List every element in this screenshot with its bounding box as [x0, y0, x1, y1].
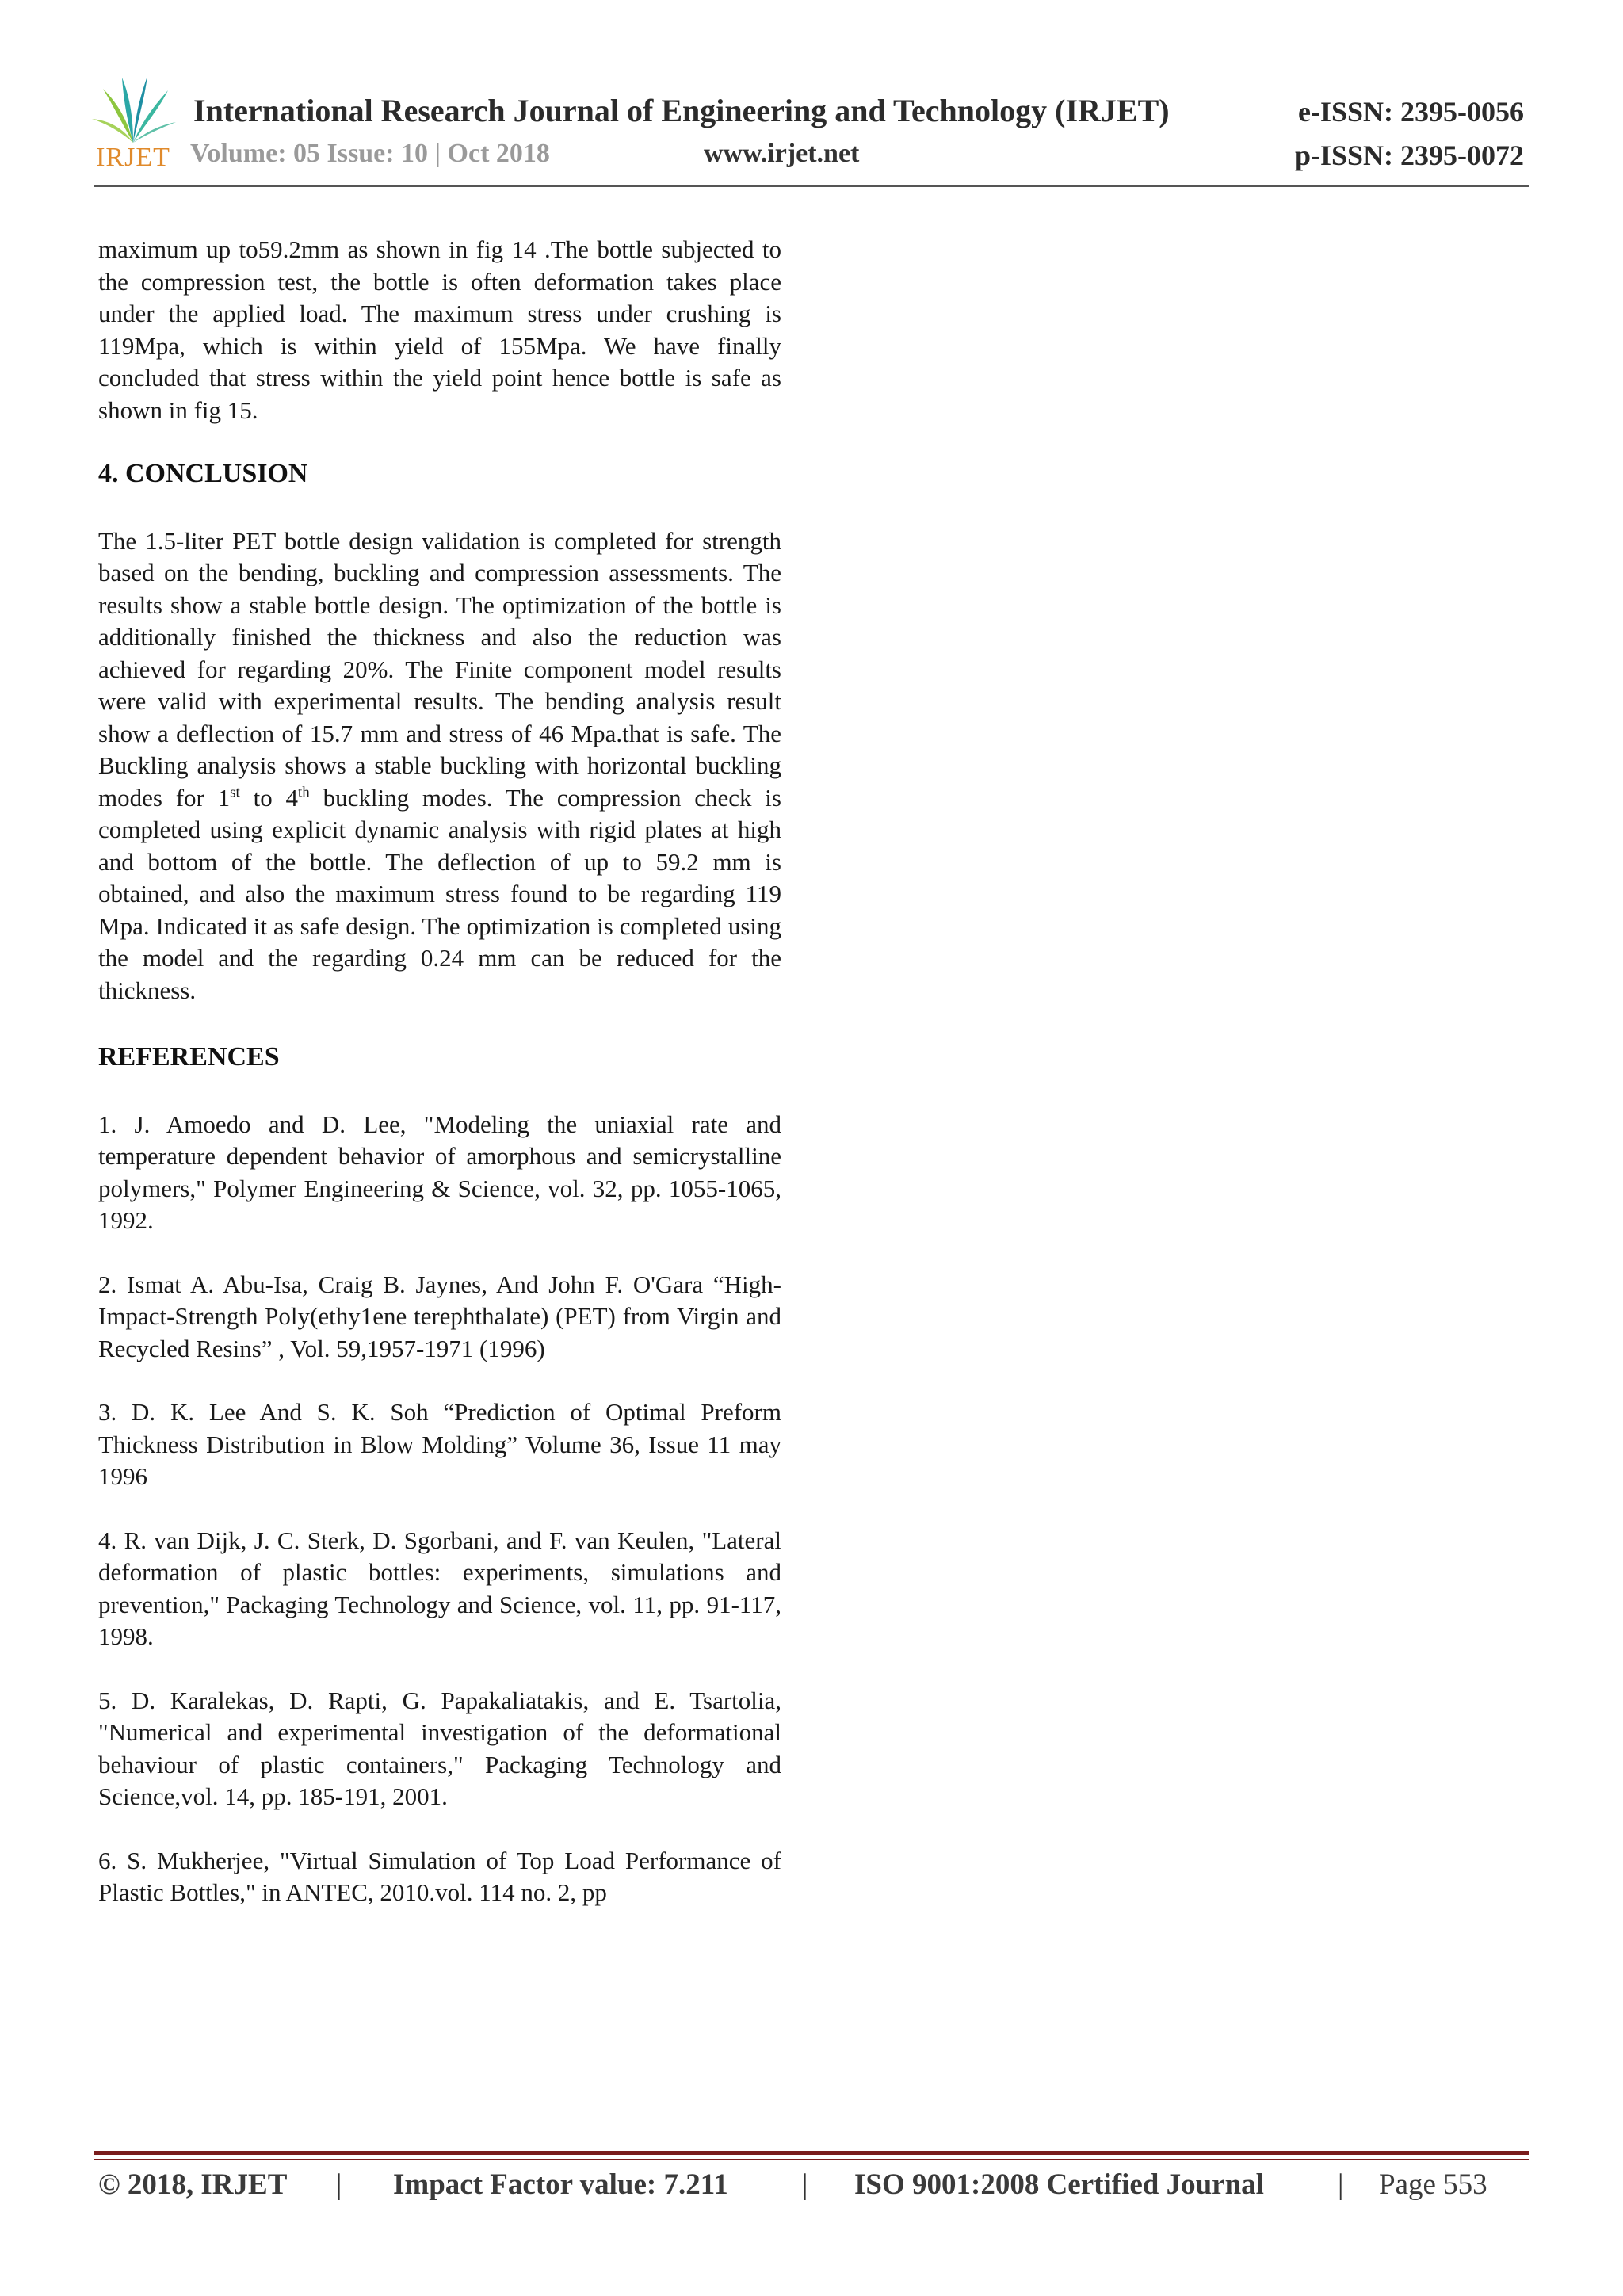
intro-paragraph: maximum up to59.2mm as shown in fig 14 .The bottle subjected to the compression test, the bottle is often deformation takes place under the applied load. The maximum stress under crushing is 119Mpa, which is within yield of 155Mpa. We have finally concluded that stress within the yield point hence bottle is safe as shown in fig 15. [98, 235, 781, 424]
reference-item: 3. D. K. Lee And S. K. Soh “Prediction of Optimal Preform Thickness Distribution in Blow Molding” Volume 36, Issue 11 may 1996 [98, 1398, 781, 1490]
reference-item: 5. D. Karalekas, D. Rapti, G. Papakaliatakis, and E. Tsartolia, "Numerical and experimental investigation of the deformational behaviour of plastic containers," Packaging Technology and Science,vol. 14, pp. 185-191, 2001. [98, 1686, 781, 1810]
left-column [98, 234, 781, 1941]
conclusion-paragraph [98, 525, 781, 1007]
reference-item: 1. J. Amoedo and D. Lee, "Modeling the uniaxial rate and temperature dependent behavior of amorphous and semicrystalline polymers," Polymer Engineering & Science, vol. 32, pp. 1055-1065, 1992. [98, 1110, 781, 1234]
leaf-icon [89, 73, 178, 144]
superscript-th: th [298, 784, 310, 801]
footer-impact-factor: Impact Factor value: 7.211 [393, 2168, 728, 2201]
footer-copyright: © 2018, IRJET [98, 2168, 288, 2201]
e-issn: e-ISSN: 2395-0056 [1298, 96, 1524, 128]
footer-separator: | [1338, 2168, 1344, 2201]
header-divider [94, 185, 1529, 187]
footer-separator: | [336, 2168, 342, 2201]
reference-item: 2. Ismat A. Abu-Isa, Craig B. Jaynes, And John F. O'Gara “High-Impact-Strength Poly(ethy1ene terephthalate) (PET) from Virgin and Recycled Resins” , Vol. 59,1957-1971 (1996) [98, 1270, 781, 1362]
logo-text: IRJET [96, 143, 170, 172]
issue-info: Volume: 05 Issue: 10 | Oct 2018 [190, 139, 550, 168]
footer-page-number: Page 553 [1379, 2168, 1487, 2201]
p-issn: p-ISSN: 2395-0072 [1294, 139, 1524, 171]
irjet-logo [89, 73, 178, 173]
superscript-st: st [230, 784, 240, 801]
reference-item: 6. S. Mukherjee, "Virtual Simulation of Top Load Performance of Plastic Bottles," in ANTEC, 2010.vol. 114 no. 2, pp [98, 1846, 781, 1906]
references-heading: REFERENCES [98, 1042, 280, 1072]
footer-divider-thin [94, 2159, 1529, 2160]
conclusion-heading: 4. CONCLUSION [98, 459, 308, 488]
footer-divider-thick [94, 2151, 1529, 2155]
footer-separator: | [802, 2168, 808, 2201]
journal-title: International Research Journal of Engineering and Technology (IRJET) [193, 93, 1170, 128]
reference-list [98, 1109, 781, 1909]
page-header [0, 0, 1623, 194]
footer-iso: ISO 9001:2008 Certified Journal [854, 2168, 1264, 2201]
conclusion-text-2: to 4 [239, 783, 299, 812]
journal-website: www.irjet.net [704, 139, 860, 168]
conclusion-text-1: The 1.5-liter PET bottle design validation is completed for strength based on the bending, buckling and compression assessments. The results show a stable bottle design. The optimization of the bottle is additionally finished the thickness and also the reduction was achieved for regarding 20%. The Finite component model results were valid with experimental results. The bending analysis result show a deflection of 15.7 mm and stress of 46 Mpa.that is safe. The Buckling analysis shows a stable buckling with horizontal buckling modes for 1 [98, 526, 781, 812]
conclusion-text-3: buckling modes. The compression check is completed using explicit dynamic analysis with rigid plates at high and bottom of the bottle. The deflection of up to 59.2 mm is obtained, and also the maximum stress found to be regarding 119 Mpa. Indicated it as safe design. The optimization is completed using the model and the regarding 0.24 mm can be reduced for the thickness. [98, 783, 781, 1004]
reference-item: 4. R. van Dijk, J. C. Sterk, D. Sgorbani, and F. van Keulen, "Lateral deformation of plastic bottles: experiments, simulations and prevention," Packaging Technology and Science, vol. 11, pp. 91-117, 1998. [98, 1526, 781, 1650]
page-footer [98, 2168, 1525, 2207]
